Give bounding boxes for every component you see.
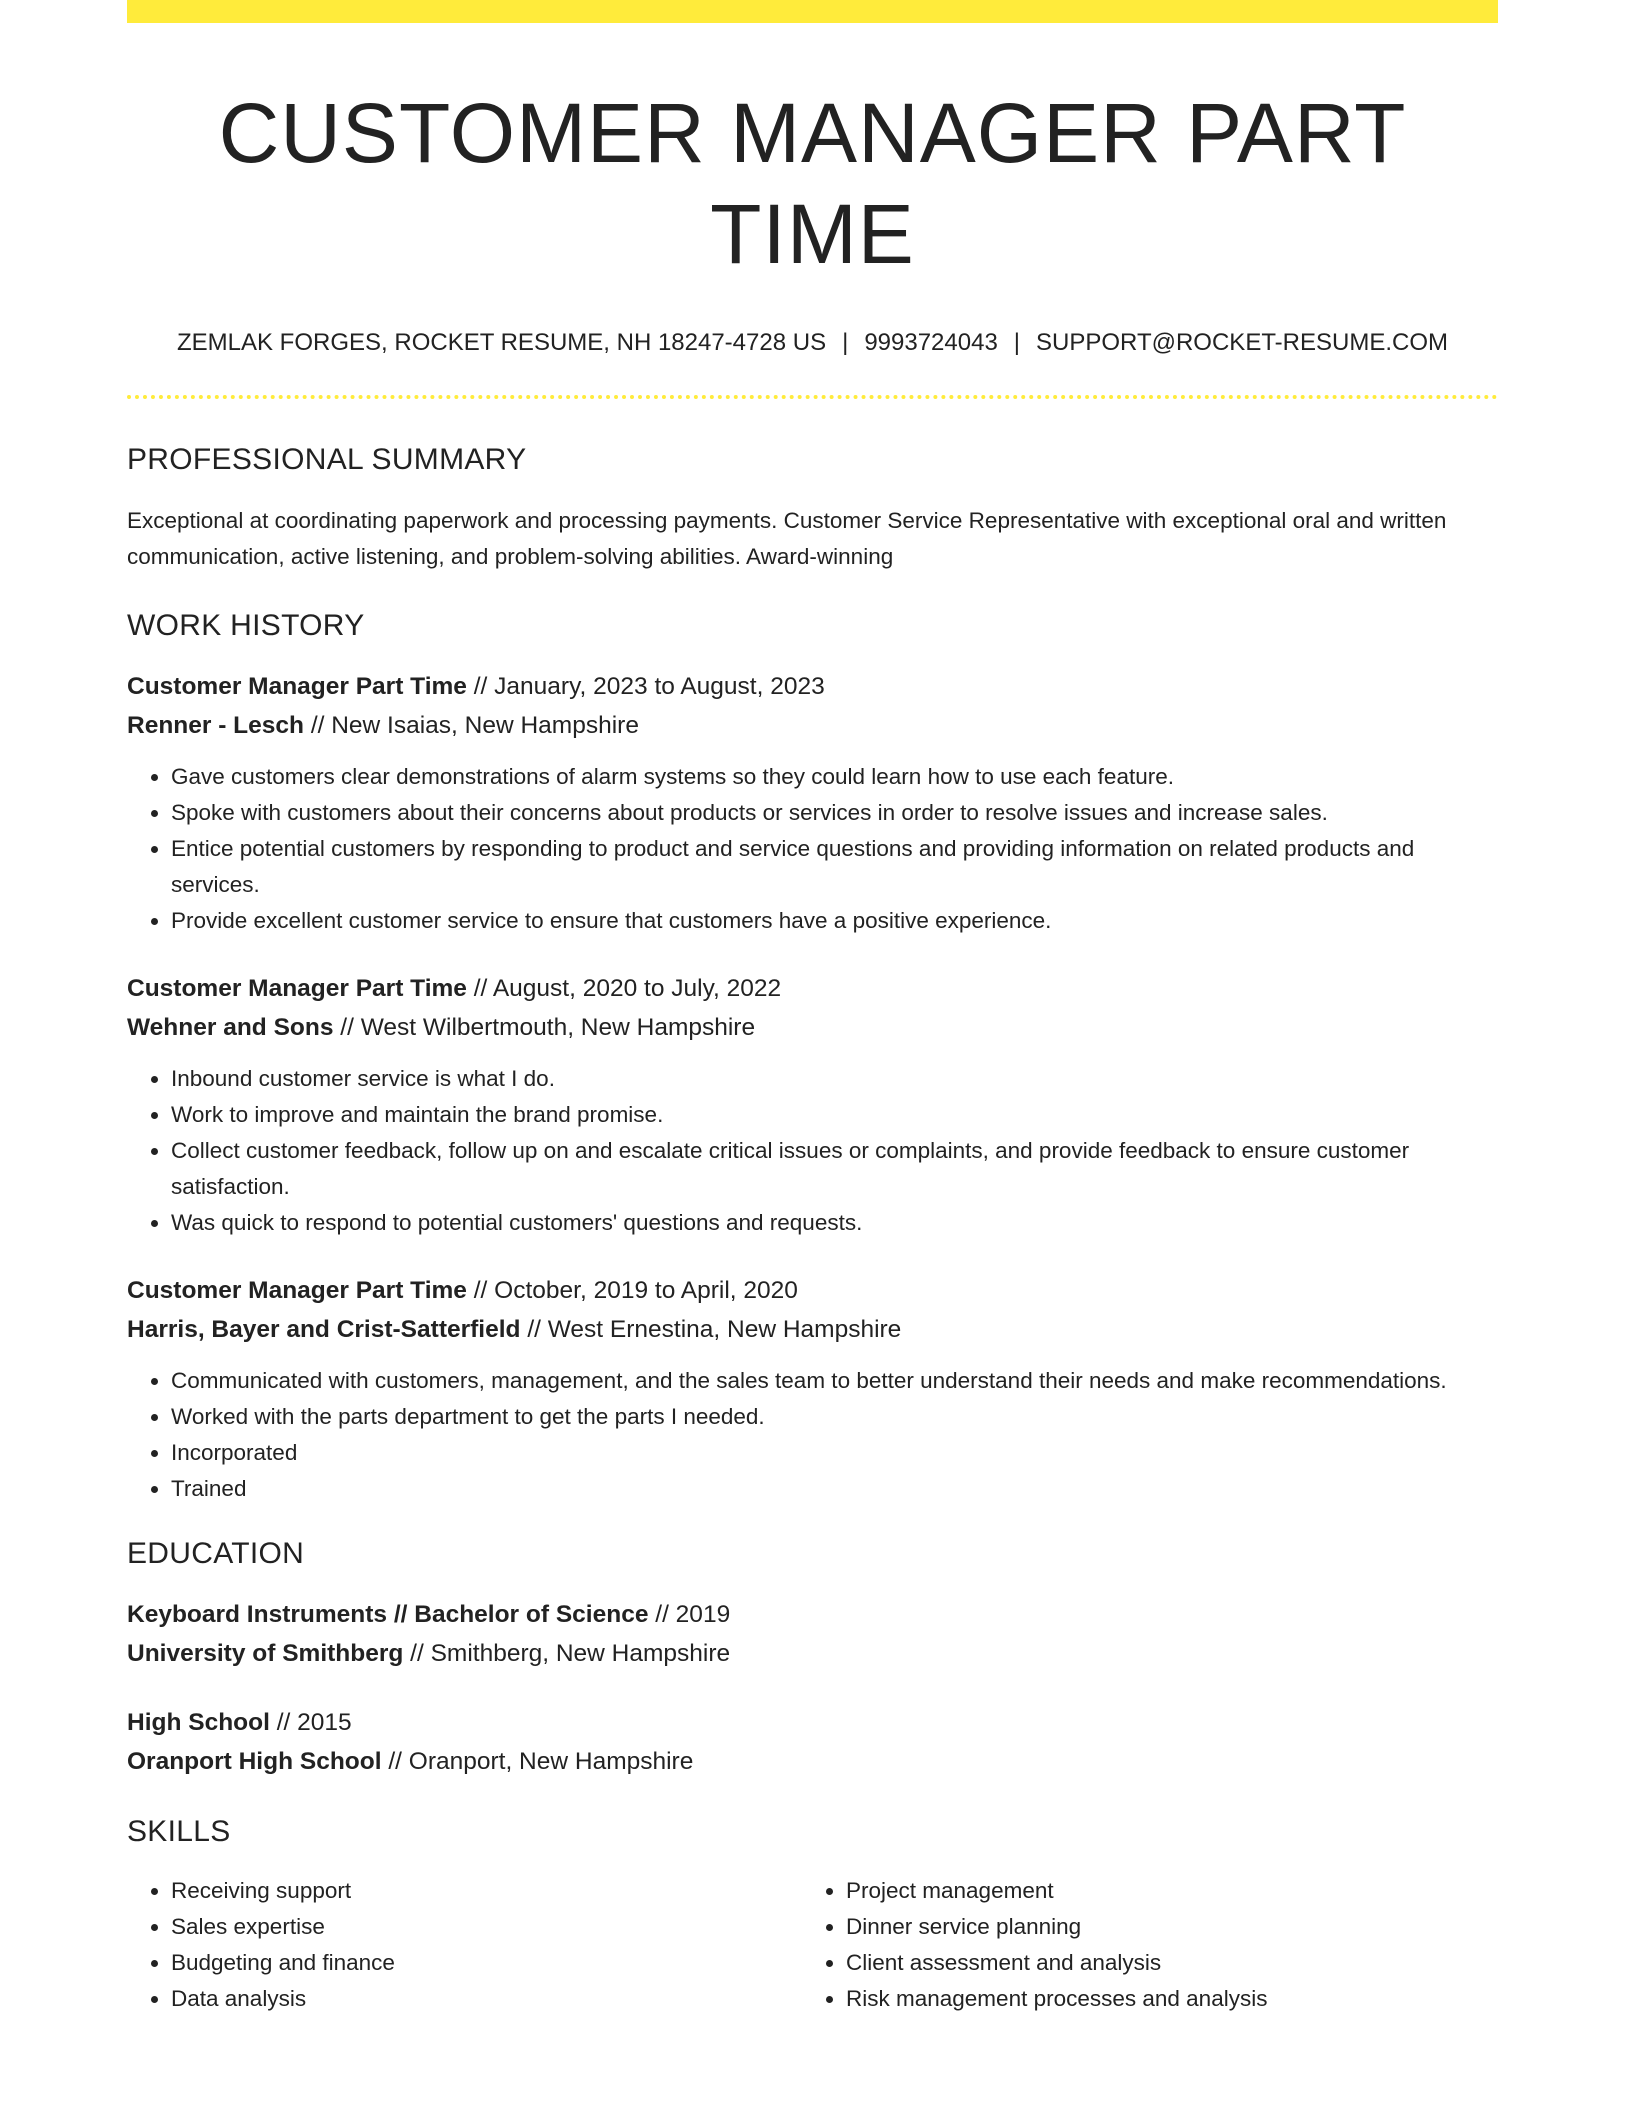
- skill-item: • Budgeting and finance: [171, 1945, 802, 1981]
- job-role: Customer Manager Part Time: [127, 974, 467, 1002]
- job-bullet: • Trained: [171, 1471, 1498, 1507]
- job-company-line: [127, 1008, 1498, 1047]
- education-degree-line: [127, 1595, 1498, 1634]
- skills-column-left: [127, 1873, 802, 2017]
- job-role-line: [127, 667, 1498, 706]
- job-location: // West Ernestina, New Hampshire: [527, 1315, 902, 1343]
- job-bullet: • Work to improve and maintain the brand promise.: [171, 1097, 1498, 1133]
- job-entry: [127, 667, 1498, 939]
- job-bullets: [127, 1061, 1498, 1241]
- skill-item: • Sales expertise: [171, 1909, 802, 1945]
- job-dates: // January, 2023 to August, 2023: [473, 672, 825, 700]
- job-company-line: [127, 1310, 1498, 1349]
- job-bullet: • Was quick to respond to potential customers' questions and requests.: [171, 1205, 1498, 1241]
- job-location: // New Isaias, New Hampshire: [310, 711, 639, 739]
- job-company: Wehner and Sons: [127, 1013, 334, 1041]
- skill-item: • Risk management processes and analysis: [846, 1981, 1477, 2017]
- job-bullet: • Collect customer feedback, follow up on and escalate critical issues or complaints, and provide feedback to ensure customer satisfaction.: [171, 1133, 1498, 1205]
- education-degree-line: [127, 1703, 1498, 1742]
- skill-item: • Client assessment and analysis: [846, 1945, 1477, 1981]
- job-bullet: • Entice potential customers by responding to product and service questions and providing information on related products and services.: [171, 831, 1498, 903]
- education-school-line: [127, 1634, 1498, 1673]
- job-role-line: [127, 969, 1498, 1008]
- education-year: // 2015: [276, 1708, 352, 1736]
- job-role: Customer Manager Part Time: [127, 1276, 467, 1304]
- job-dates: // October, 2019 to April, 2020: [473, 1276, 798, 1304]
- education-school: Oranport High School: [127, 1747, 382, 1775]
- education-location: // Smithberg, New Hampshire: [410, 1639, 731, 1667]
- job-company-line: [127, 706, 1498, 745]
- contact-separator: |: [1013, 328, 1021, 356]
- accent-top-bar: [127, 0, 1498, 23]
- job-bullets: [127, 1363, 1498, 1507]
- skills-grid: [127, 1873, 1498, 2017]
- job-bullet: • Incorporated: [171, 1435, 1498, 1471]
- dotted-divider: [127, 395, 1498, 399]
- education-degree: Keyboard Instruments // Bachelor of Science: [127, 1600, 649, 1628]
- job-bullet: • Worked with the parts department to get the parts I needed.: [171, 1399, 1498, 1435]
- resume-name-title: CUSTOMER MANAGER PART TIME: [218, 86, 1407, 281]
- job-role-line: [127, 1271, 1498, 1310]
- summary-heading: PROFESSIONAL SUMMARY: [127, 442, 527, 476]
- education-year: // 2019: [655, 1600, 731, 1628]
- skill-item: • Project management: [846, 1873, 1477, 1909]
- job-entry: [127, 1271, 1498, 1507]
- skill-item: • Data analysis: [171, 1981, 802, 2017]
- job-location: // West Wilbertmouth, New Hampshire: [340, 1013, 756, 1041]
- contact-address: ZEMLAK FORGES, ROCKET RESUME, NH 18247-4728 US: [176, 328, 827, 356]
- summary-text: Exceptional at coordinating paperwork and processing payments. Customer Service Representative with exceptional oral and written communication, active listening, and problem-solving abilities. Award-winning: [127, 507, 1447, 569]
- education-location: // Oranport, New Hampshire: [388, 1747, 694, 1775]
- education-entry: [127, 1703, 1498, 1781]
- contact-separator: |: [842, 328, 849, 356]
- skill-item: • Receiving support: [171, 1873, 802, 1909]
- job-bullet: • Inbound customer service is what I do.: [171, 1061, 1498, 1097]
- skill-item: • Dinner service planning: [846, 1909, 1477, 1945]
- contact-line: [127, 329, 1498, 357]
- job-bullets: [127, 759, 1498, 939]
- contact-email: SUPPORT@ROCKET-RESUME.COM: [1036, 328, 1448, 356]
- education-school: University of Smithberg: [127, 1639, 404, 1667]
- education-degree: High School: [127, 1708, 270, 1736]
- job-bullet: • Gave customers clear demonstrations of alarm systems so they could learn how to use each feature.: [171, 759, 1498, 795]
- education-entry: [127, 1595, 1498, 1673]
- job-entry: [127, 969, 1498, 1241]
- job-dates: // August, 2020 to July, 2022: [473, 974, 782, 1002]
- education-heading: EDUCATION: [127, 1536, 305, 1570]
- education-school-line: [127, 1742, 1498, 1781]
- job-company: Harris, Bayer and Crist-Satterfield: [127, 1315, 521, 1343]
- skills-heading: SKILLS: [127, 1814, 231, 1848]
- skills-column-right: [802, 1873, 1477, 2017]
- job-bullet: • Provide excellent customer service to ensure that customers have a positive experience.: [171, 903, 1498, 939]
- contact-phone: 9993724043: [864, 328, 998, 356]
- job-bullet: • Spoke with customers about their concerns about products or services in order to resolve issues and increase sales.: [171, 795, 1498, 831]
- resume-page: [127, 0, 1498, 2017]
- job-bullet: • Communicated with customers, management, and the sales team to better understand their needs and make recommendations.: [171, 1363, 1498, 1399]
- job-company: Renner - Lesch: [127, 711, 304, 739]
- work-history-heading: WORK HISTORY: [127, 608, 365, 642]
- job-role: Customer Manager Part Time: [127, 672, 467, 700]
